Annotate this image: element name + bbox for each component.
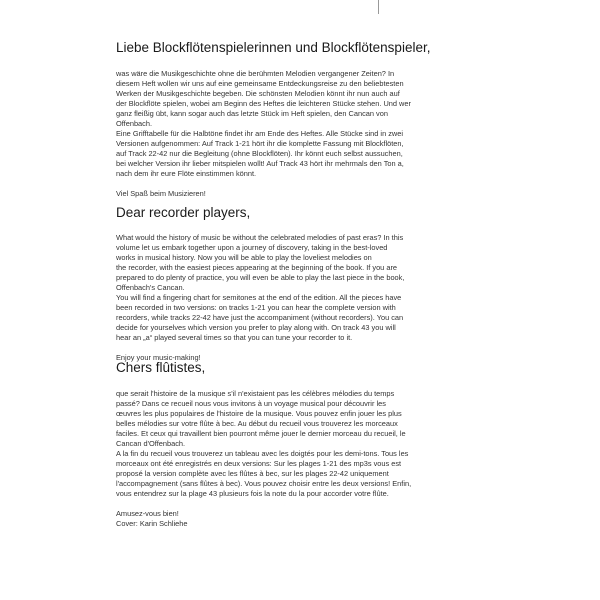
text-line: recorders, while tracks 22-42 have just the accompaniment (without recorders). You can [116, 313, 404, 322]
text-line: passé? Dans ce recueil nous vous invitons à un voyage musical pour découvrir les [116, 399, 386, 408]
body-german [116, 69, 466, 199]
crop-mark [378, 0, 379, 14]
text-line: vous entendrez sur la plage 43 plusieurs fois la note du la pour accorder votre flûte. [116, 489, 389, 498]
heading-english: Dear recorder players, [116, 205, 251, 220]
text-line: nach dem ihr eure Flöte einstimmen könnt. [116, 169, 257, 178]
text-line: Eine Grifftabelle für die Halbtöne findet ihr am Ende des Heftes. Alle Stücke sind in zwei [116, 129, 404, 138]
body-french [116, 389, 466, 519]
heading-german: Liebe Blockflötenspielerinnen und Blockflötenspieler, [116, 40, 431, 55]
text-line: decide for yourselves which version you prefer to play along with. On track 43 you will [116, 323, 396, 332]
section-french [116, 360, 466, 519]
text-line: der Blockflöte spielen, wobei am Beginn des Heftes die leichteren Stücke stehen. Und wer [116, 99, 411, 108]
text-line: Werken der Musikgeschichte begeben. Die schönsten Melodien könnt ihr nun auch auf [116, 89, 400, 98]
closing-french: Amusez-vous bien! [116, 509, 179, 518]
closing-german: Viel Spaß beim Musizieren! [116, 189, 206, 198]
text-line: morceaux ont été enregistrés en deux versions: Sur les plages 1-21 des mp3s vous est [116, 459, 402, 468]
heading-french: Chers flûtistes, [116, 360, 206, 375]
text-line: l'accompagnement (sans flûtes à bec). Vous pouvez choisir entre les deux versions! Enfin, [116, 479, 412, 488]
text-line: ganz fleißig übt, kann sogar auch das letzte Stück im Heft spielen, den Cancan von [116, 109, 388, 118]
text-line: been recorded in two versions: on tracks 1-21 you can hear the complete version with [116, 303, 396, 312]
text-line: Versionen aufgenommen: Auf Track 1-21 hört ihr die komplette Fassung mit Blockflöten, [116, 139, 404, 148]
section-german [116, 40, 466, 199]
text-line: diesem Heft wollen wir uns auf eine gemeinsame Entdeckungsreise zu den beliebtesten [116, 79, 404, 88]
text-line: You will find a fingering chart for semitones at the end of the edition. All the pieces have [116, 293, 402, 302]
text-line: Offenbach. [116, 119, 153, 128]
text-line: the recorder, with the easiest pieces appearing at the beginning of the book. If you are [116, 263, 398, 272]
body-english [116, 233, 466, 363]
text-line: works in musical history. Now you will be able to play the loveliest melodies on [116, 253, 372, 262]
section-english [116, 205, 466, 363]
text-line: bei welcher Version ihr lieber mitspielen wollt! Auf Track 43 hört ihr mehrmals den Ton a, [116, 159, 404, 168]
text-line: œuvres les plus populaires de l'histoire de la musique. Vous pouvez enfin jouer les plus [116, 409, 402, 418]
text-line: que serait l'histoire de la musique s'il n'existaient pas les célèbres mélodies du temps [116, 389, 395, 398]
closing-english: Enjoy your music-making! [116, 353, 201, 362]
text-line: proposé la version complète avec les flûtes à bec, sur les plages 22-42 uniquement [116, 469, 389, 478]
text-line: belles mélodies sur votre flûte à bec. Au début du recueil vous trouverez les morceaux [116, 419, 398, 428]
text-line: prepared to do plenty of practice, you will even be able to play the last piece in the book, [116, 273, 405, 282]
text-line: What would the history of music be without the celebrated melodies of past eras? In this [116, 233, 404, 242]
text-line: A la fin du recueil vous trouverez un tableau avec les doigtés pour les demi-tons. Tous les [116, 449, 409, 458]
text-line: was wäre die Musikgeschichte ohne die berühmten Melodien vergangener Zeiten? In [116, 69, 395, 78]
text-line: Offenbach's Cancan. [116, 283, 185, 292]
text-line: faciles. Et ceux qui travaillent bien pourront même jouer le dernier morceau du recueil, le [116, 429, 406, 438]
text-line: auf Track 22-42 nur die Begleitung (ohne Blockflöten). Ihr könnt euch selbst aussuchen, [116, 149, 403, 158]
text-line: Cancan d'Offenbach. [116, 439, 186, 448]
cover-credit: Cover: Karin Schliehe [116, 519, 188, 528]
text-line: volume let us embark together upon a journey of discovery, taking in the best-loved [116, 243, 388, 252]
text-line: hear an „a“ played several times so that you can tune your recorder to it. [116, 333, 353, 342]
